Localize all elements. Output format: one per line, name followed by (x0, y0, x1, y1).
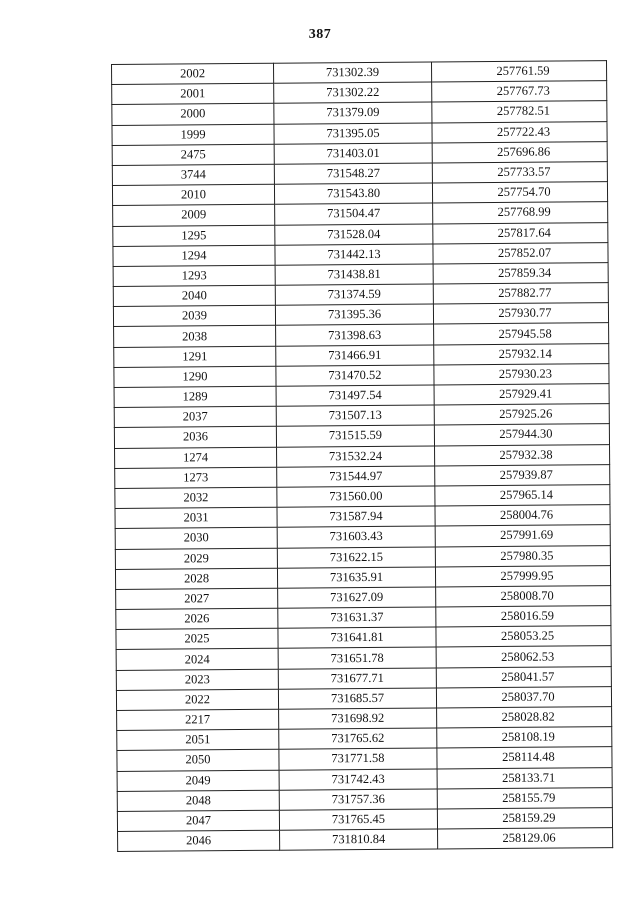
y-coordinate-cell: 258129.06 (438, 828, 613, 850)
x-coordinate-cell: 731504.47 (275, 203, 433, 224)
x-coordinate-cell: 731438.81 (275, 264, 433, 285)
x-coordinate-cell: 731635.91 (277, 567, 435, 588)
x-coordinate-cell: 731603.43 (277, 526, 435, 547)
point-id-cell: 2039 (113, 305, 275, 326)
x-coordinate-cell: 731685.57 (278, 688, 436, 709)
x-coordinate-cell: 731560.00 (277, 486, 435, 507)
y-coordinate-cell: 257754.70 (432, 182, 607, 204)
point-id-cell: 1295 (113, 225, 275, 246)
point-id-cell: 2048 (117, 790, 279, 811)
coordinates-table (111, 60, 613, 852)
y-coordinate-cell: 258016.59 (436, 606, 611, 628)
y-coordinate-cell: 257859.34 (433, 262, 608, 284)
point-id-cell: 2038 (114, 326, 276, 347)
y-coordinate-cell: 258114.48 (437, 747, 612, 769)
point-id-cell: 1999 (112, 124, 274, 145)
point-id-cell: 2022 (116, 689, 278, 710)
point-id-cell: 2009 (113, 205, 275, 226)
y-coordinate-cell: 257980.35 (435, 545, 610, 567)
point-id-cell: 2000 (112, 104, 274, 125)
y-coordinate-cell: 257930.77 (433, 303, 608, 325)
x-coordinate-cell: 731395.05 (274, 123, 432, 144)
y-coordinate-cell: 257965.14 (435, 485, 610, 507)
x-coordinate-cell: 731515.59 (276, 425, 434, 446)
x-coordinate-cell: 731470.52 (276, 365, 434, 386)
x-coordinate-cell: 731765.62 (279, 728, 437, 749)
point-id-cell: 2051 (117, 729, 279, 750)
y-coordinate-cell: 257945.58 (434, 323, 609, 345)
x-coordinate-cell: 731587.94 (277, 506, 435, 527)
y-coordinate-cell: 257991.69 (435, 525, 610, 547)
table-body (112, 61, 613, 852)
x-coordinate-cell: 731442.13 (275, 244, 433, 265)
x-coordinate-cell: 731698.92 (279, 708, 437, 729)
y-coordinate-cell: 258037.70 (436, 686, 611, 708)
y-coordinate-cell: 257761.59 (431, 61, 606, 83)
point-id-cell: 1274 (115, 447, 277, 468)
y-coordinate-cell: 258028.82 (437, 707, 612, 729)
point-id-cell: 2026 (116, 608, 278, 629)
x-coordinate-cell: 731641.81 (278, 627, 436, 648)
point-id-cell: 2024 (116, 649, 278, 670)
point-id-cell: 2025 (116, 628, 278, 649)
x-coordinate-cell: 731532.24 (277, 446, 435, 467)
y-coordinate-cell: 257930.23 (434, 363, 609, 385)
point-id-cell: 1294 (113, 245, 275, 266)
y-coordinate-cell: 257925.26 (434, 404, 609, 426)
point-id-cell: 2002 (112, 63, 274, 84)
y-coordinate-cell: 258133.71 (437, 767, 612, 789)
point-id-cell: 2475 (112, 144, 274, 165)
y-coordinate-cell: 257767.73 (432, 81, 607, 103)
y-coordinate-cell: 258108.19 (437, 727, 612, 749)
x-coordinate-cell: 731395.36 (275, 304, 433, 325)
x-coordinate-cell: 731627.09 (278, 587, 436, 608)
x-coordinate-cell: 731810.84 (280, 829, 438, 850)
point-id-cell: 1289 (114, 386, 276, 407)
x-coordinate-cell: 731379.09 (274, 102, 432, 123)
x-coordinate-cell: 731677.71 (278, 668, 436, 689)
y-coordinate-cell: 257929.41 (434, 384, 609, 406)
x-coordinate-cell: 731403.01 (274, 143, 432, 164)
point-id-cell: 2029 (115, 548, 277, 569)
x-coordinate-cell: 731757.36 (279, 789, 437, 810)
table-row (118, 828, 613, 852)
y-coordinate-cell: 258008.70 (436, 585, 611, 607)
x-coordinate-cell: 731466.91 (276, 345, 434, 366)
y-coordinate-cell: 257932.38 (435, 444, 610, 466)
point-id-cell: 2023 (116, 669, 278, 690)
point-id-cell: 2040 (113, 285, 275, 306)
point-id-cell: 2028 (115, 568, 277, 589)
y-coordinate-cell: 257782.51 (432, 101, 607, 123)
page-number: 387 (308, 27, 332, 42)
y-coordinate-cell: 257696.86 (432, 141, 607, 163)
x-coordinate-cell: 731398.63 (276, 324, 434, 345)
point-id-cell: 2217 (117, 709, 279, 730)
y-coordinate-cell: 257768.99 (433, 202, 608, 224)
point-id-cell: 2027 (116, 588, 278, 609)
point-id-cell: 3744 (112, 164, 274, 185)
x-coordinate-cell: 731544.97 (277, 466, 435, 487)
x-coordinate-cell: 731543.80 (274, 183, 432, 204)
point-id-cell: 2047 (117, 810, 279, 831)
x-coordinate-cell: 731302.39 (273, 62, 431, 83)
x-coordinate-cell: 731548.27 (274, 163, 432, 184)
point-id-cell: 2046 (118, 830, 280, 851)
y-coordinate-cell: 258004.76 (435, 505, 610, 527)
x-coordinate-cell: 731742.43 (279, 769, 437, 790)
x-coordinate-cell: 731302.22 (274, 82, 432, 103)
x-coordinate-cell: 731507.13 (276, 405, 434, 426)
point-id-cell: 2037 (114, 406, 276, 427)
x-coordinate-cell: 731771.58 (279, 748, 437, 769)
x-coordinate-cell: 731651.78 (278, 647, 436, 668)
point-id-cell: 2050 (117, 750, 279, 771)
y-coordinate-cell: 258155.79 (437, 787, 612, 809)
point-id-cell: 2001 (112, 83, 274, 104)
y-coordinate-cell: 257999.95 (435, 565, 610, 587)
y-coordinate-cell: 257733.57 (432, 162, 607, 184)
y-coordinate-cell: 257852.07 (433, 242, 608, 264)
x-coordinate-cell: 731374.59 (275, 284, 433, 305)
x-coordinate-cell: 731765.45 (279, 809, 437, 830)
point-id-cell: 2030 (115, 528, 277, 549)
y-coordinate-cell: 257817.64 (433, 222, 608, 244)
y-coordinate-cell: 258062.53 (436, 646, 611, 668)
point-id-cell: 2049 (117, 770, 279, 791)
y-coordinate-cell: 257722.43 (432, 121, 607, 143)
point-id-cell: 1291 (114, 346, 276, 367)
y-coordinate-cell: 257939.87 (435, 464, 610, 486)
point-id-cell: 2032 (115, 487, 277, 508)
point-id-cell: 1293 (113, 265, 275, 286)
y-coordinate-cell: 257944.30 (434, 424, 609, 446)
point-id-cell: 1290 (114, 366, 276, 387)
point-id-cell: 2031 (115, 507, 277, 528)
y-coordinate-cell: 257932.14 (434, 343, 609, 365)
point-id-cell: 1273 (115, 467, 277, 488)
y-coordinate-cell: 258041.57 (436, 666, 611, 688)
x-coordinate-cell: 731631.37 (278, 607, 436, 628)
point-id-cell: 2010 (112, 184, 274, 205)
y-coordinate-cell: 257882.77 (433, 283, 608, 305)
x-coordinate-cell: 731528.04 (275, 223, 433, 244)
x-coordinate-cell: 731622.15 (277, 546, 435, 567)
x-coordinate-cell: 731497.54 (276, 385, 434, 406)
y-coordinate-cell: 258159.29 (437, 808, 612, 830)
point-id-cell: 2036 (114, 427, 276, 448)
y-coordinate-cell: 258053.25 (436, 626, 611, 648)
